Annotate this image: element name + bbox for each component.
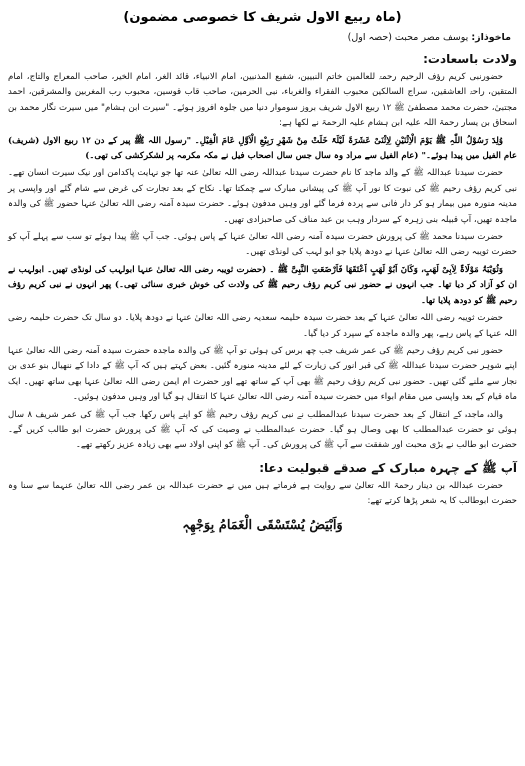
article-title: (ماہ ربیع الاول شریف کا خصوصی مضمون) — [123, 10, 402, 25]
paragraph: حضور نبی کریم رؤف رحیم ﷺ کی عمر شریف جب چھ برس کی ہوئی تو آپ ﷺ کی والدہ ماجدہ حضرت سیدہ آمنہ رضی اللہ تعالیٰ عنہا اپنے شوہر حضرت سیدنا عبداللہ ﷺ کی قبر انور کی زیارت کے لئے مدینہ منورہ گئیں۔ بعض کہتے ہیں کہ آپ ﷺ کے دادا کے ننھیال بنو عدی بن نجار سے ملنے گئی تھیں۔ حضور نبی کریم رؤف رحیم ﷺ بھی آپ کے ساتھ تھے اور حضرت ام ایمن رضی اللہ تعالیٰ عنہا بھی ساتھ تھیں۔ ایک ماہ قیام کے بعد واپسی میں مقام ابواء میں حضرت سیدہ آمنہ رضی اللہ تعالیٰ عنہا کا انتقال ہو گیا اور وہیں مدفون ہوئیں۔ — [8, 345, 517, 403]
arabic-quote-paragraph: وُلِدَ رَسُوْلُ اللّٰہِ ﷺ یَوْمَ الْاِثْنَیْنِ لِاِثْنَیْ عَشَرَۃَ لَیْلَۃً خَلَتْ مِنْ شَھْرِ رَبِیْعِ الْاَوَّلِ عَامَ الْفِیْلِ۔ "رسول اللہ ﷺ پیر کے دن ۱۲ ربیع الاول (شریف) عام الفیل میں پیدا ہوئے۔" (عام الفیل سے مراد وہ سال جس سال اصحاب فیل نے مکہ مکرمہ پر لشکرکشی کی تھی۔) — [8, 135, 517, 162]
paragraph: حضرت سیدنا عبداللہ ﷺ کے والد ماجد کا نام حضرت سیدنا عبداللہ رضی اللہ تعالیٰ عنہ تھا جو نہایت پاکدامن اور نیک سیرت انسان تھے۔ نبی کریم رؤف رحیم ﷺ کی نبوت کا نور آپ ﷺ کی پیشانی مبارک سے چمکتا تھا۔ نکاح کے بعد تجارت کی غرض سے شام گئے اور واپسی پر مدینہ منورہ میں بیمار ہو کر دار فانی سے پردہ فرما گئے اور وہیں مدفون ہوئے۔ حضرت سیدہ آمنہ رضی اللہ تعالیٰ عنہا حضور ﷺ کی والدہ ماجدہ تھیں، آپ قبیلہ بنی زہرہ کے سردار وہب بن عبد مناف کی صاحبزادی تھیں۔ — [8, 168, 517, 225]
source-value: یوسف مصر محبت (حصہ اول) — [347, 32, 469, 43]
paragraph: والدہ ماجدہ کے انتقال کے بعد حضرت سیدنا عبدالمطلب نے نبی کریم رؤف رحیم ﷺ کو اپنے پاس رکھا۔ جب آپ ﷺ کی عمر شریف ۸ سال ہوئی تو حضرت عبدالمطلب کا بھی وصال ہو گیا۔ حضرت عبدالمطلب نے وصیت کی کہ آپ ﷺ کی پرورش حضرت ابو طالب کریں گے۔ حضرت ابو طالب نے بڑی محبت اور شفقت سے آپ ﷺ کی پرورش کی۔ آپ ﷺ کو اپنی اولاد سے بھی زیادہ عزیز رکھتے تھے۔ — [8, 409, 517, 451]
section-heading-dua: آپ ﷺ کے چہرہ مبارک کے صدقے قبولیت دعا: — [259, 460, 517, 475]
source-label: ماخوذاز: — [471, 32, 511, 43]
paragraph: حضرت ثویبہ رضی اللہ تعالیٰ عنہا کے بعد حضرت سیدہ حلیمہ سعدیہ رضی اللہ تعالیٰ عنہا نے دودھ پلایا۔ دو سال تک حضرت حلیمہ رضی اللہ عنہا کے پاس رہے، پھر والدہ ماجدہ کے سپرد کر دیا گیا۔ — [8, 313, 517, 339]
paragraph: حضرت سیدنا محمد ﷺ کی پرورش حضرت سیدہ آمنہ رضی اللہ تعالیٰ عنہا کے پاس ہوئی۔ جب آپ ﷺ پیدا ہوئے تو سب سے پہلے آپ کو حضرت ثویبہ رضی اللہ تعالیٰ عنہا نے دودھ پلایا جو ابو لہب کی لونڈی تھیں۔ — [8, 232, 517, 258]
title-row — [8, 6, 517, 27]
paragraph: حضورنبی کریم رؤف الرحیم رحمۃ للعالمین خاتم النبیین، شفیع المذنبین، امام الانبیاء، قائد الغر، امام الخیر، صاحب المعراج والتاج، امام المتقین، راحۃ العاشقین، سراج السالکین محبوب الفقراء والغرباء، نبی الحرمین، صاحب قاب قوسین، محبوب رب المغربین والمشرقین، احمد مجتبیٰ، حضرت محمد مصطفیٰ ﷺ ۱۲ ربیع الاول شریف بروز سوموار دنیا میں جلوہ افروز ہوئے۔ "سیرت ابن ہشام" میں سیرت نگار محمد بن اسحاق بن یسار رحمۃ اللہ علیہ ابن ہشام علیہ الرحمۃ نے لکھا ہے: — [8, 72, 517, 129]
arabic-quote-paragraph: وَثُوَیْبَۃُ مَوْلَاۃٌ لِاَبِیْ لَھَبٍ، وَکَانَ اَبُوْ لَھَبٍ اَعْتَقَھَا فَاَرْضَعَتِ النَّبِیَّ ﷺ ۔ (حضرت ثویبہ رضی اللہ تعالیٰ عنہا ابولہب کی لونڈی تھیں۔ ابولہب نے ان کو آزاد کر دیا تھا۔ جب انہوں نے حضور نبی کریم رؤف رحیم ﷺ کی ولادت کی خوش خبری سنائی تھی۔) پھر انہوں نے نبی کریم رؤف رحیم ﷺ کو دودھ پلایا تھا۔ — [8, 264, 517, 306]
closing-verse: وَاَبْیَضُ یُسْتَسْقَی الْغَمَامُ بِوَجْھِہٖ — [182, 517, 343, 533]
section-heading-birth: ولادت باسعادت: — [423, 52, 517, 66]
paragraph: حضرت عبداللہ بن دینار رحمۃ اللہ تعالیٰ سے روایت ہے فرماتے ہیں میں نے حضرت عبداللہ بن عمر رضی اللہ تعالیٰ عنہما سے سنا وہ حضرت ابوطالب کا یہ شعر پڑھا کرتے تھے: — [8, 480, 517, 507]
source-line — [8, 31, 511, 45]
